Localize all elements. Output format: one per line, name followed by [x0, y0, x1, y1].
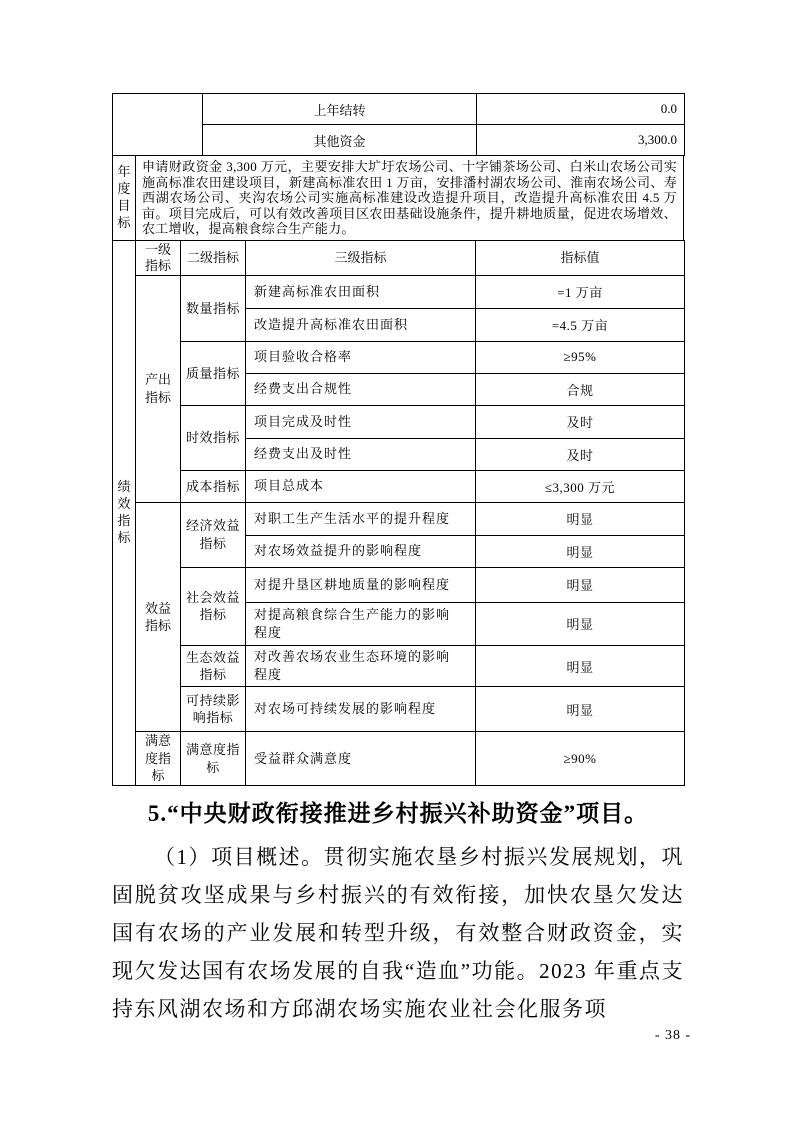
- l3-cell: 对农场可持续发展的影响程度: [246, 687, 476, 732]
- value-cell: 明显: [476, 502, 685, 535]
- l3-cell: 对改善农场农业生态环境的影响程度: [246, 645, 476, 686]
- value-cell: =4.5 万亩: [476, 308, 685, 341]
- funding-value: 3,300.0: [477, 125, 685, 156]
- value-cell: 及时: [476, 405, 685, 438]
- l3-cell: 项目完成及时性: [246, 405, 476, 438]
- table-row: [113, 341, 685, 373]
- funding-table: [112, 93, 685, 156]
- table-row: [113, 732, 685, 786]
- annual-goal-table: [112, 155, 684, 241]
- perf-header-l3: 三级指标: [246, 240, 476, 275]
- value-cell: 明显: [476, 535, 685, 567]
- l3-cell: 新建高标准农田面积: [246, 275, 476, 308]
- page-number: - 38 -: [654, 1028, 692, 1043]
- value-cell: 合规: [476, 373, 685, 405]
- perf-header-value: 指标值: [476, 240, 685, 275]
- funding-label: 其他资金: [203, 125, 477, 156]
- l2-cell-quality: 质量指标: [181, 341, 246, 405]
- value-cell: 及时: [476, 438, 685, 470]
- value-cell: 明显: [476, 687, 685, 732]
- l2-cell-economic: 经济效益指标: [181, 502, 246, 567]
- value-cell: 明显: [476, 645, 685, 686]
- l2-cell-quantity: 数量指标: [181, 275, 246, 341]
- l3-cell: 对职工生产生活水平的提升程度: [246, 502, 476, 535]
- table-row: [113, 645, 685, 686]
- l1-cell-benefit: 效益指标: [136, 502, 181, 731]
- l2-cell-cost: 成本指标: [181, 470, 246, 502]
- l3-cell: 改造提升高标准农田面积: [246, 308, 476, 341]
- value-cell: ≥90%: [476, 732, 685, 786]
- section-heading: 5.“中央财政衔接推进乡村振兴补助资金”项目。: [147, 800, 649, 826]
- l3-cell: 对农场效益提升的影响程度: [246, 535, 476, 567]
- perf-side-label: 绩效指标: [113, 240, 136, 785]
- l2-cell-ecological: 生态效益指标: [181, 645, 246, 686]
- l3-cell: 对提升垦区耕地质量的影响程度: [246, 567, 476, 602]
- performance-indicator-table: [112, 240, 685, 786]
- l3-cell: 经费支出及时性: [246, 438, 476, 470]
- funding-spanner-cell: [113, 94, 203, 156]
- value-cell: ≥95%: [476, 341, 685, 373]
- l2-cell-sustainability: 可持续影响指标: [181, 687, 246, 732]
- value-cell: ≤3,300 万元: [476, 470, 685, 502]
- l2-cell-social: 社会效益指标: [181, 567, 246, 645]
- table-row: [113, 470, 685, 502]
- value-cell: 明显: [476, 567, 685, 602]
- table-row: [113, 275, 685, 308]
- value-cell: =1 万亩: [476, 275, 685, 308]
- annual-goal-text: 申请财政资金 3,300 万元，主要安排大圹圩农场公司、十字铺茶场公司、白米山农场公司实施高标准农田建设项目，新建高标准农田 1 万亩，安排潘村湖农场公司、淮南农场公司、寿西湖农场公司、夹沟农场公司实施高标准建设改造提升项目，改造提升高标准农田 4.5 万亩。项目完成后，可以有效改善项目区农田基础设施条件，提升耕地质量，促进农场增效、农工增收，提高粮食综合生产能力。: [136, 156, 684, 241]
- funding-label: 上年结转: [203, 94, 477, 125]
- table-row: [113, 687, 685, 732]
- section-paragraph: （1）项目概述。贯彻实施农垦乡村振兴发展规划，巩固脱贫攻坚成果与乡村振兴的有效衔接，加快农垦欠发达国有农场的产业发展和转型升级，有效整合财政资金，实现欠发达国有农场发展的自我“造血”功能。2023 年重点支持东风湖农场和方邱湖农场实施农业社会化服务项: [112, 844, 684, 1021]
- l3-cell: 经费支出合规性: [246, 373, 476, 405]
- perf-header-l2: 二级指标: [181, 240, 246, 275]
- l2-cell-timeliness: 时效指标: [181, 405, 246, 470]
- annual-goal-label: 年度目标: [113, 156, 136, 241]
- l1-cell-output: 产出指标: [136, 275, 181, 502]
- l3-cell: 项目验收合格率: [246, 341, 476, 373]
- l3-cell: 对提高粮食综合生产能力的影响程度: [246, 602, 476, 645]
- table-row: [113, 405, 685, 438]
- value-cell: 明显: [476, 602, 685, 645]
- l3-cell: 项目总成本: [246, 470, 476, 502]
- perf-header-l1: 一级指标: [136, 240, 181, 275]
- table-row: [113, 502, 685, 535]
- l3-cell: 受益群众满意度: [246, 732, 476, 786]
- table-row: [113, 567, 685, 602]
- l1-cell-satisfaction: 满意度指标: [136, 732, 181, 786]
- document-body: [112, 93, 684, 1028]
- funding-value: 0.0: [477, 94, 685, 125]
- l2-cell-satisfaction: 满意度指标: [181, 732, 246, 786]
